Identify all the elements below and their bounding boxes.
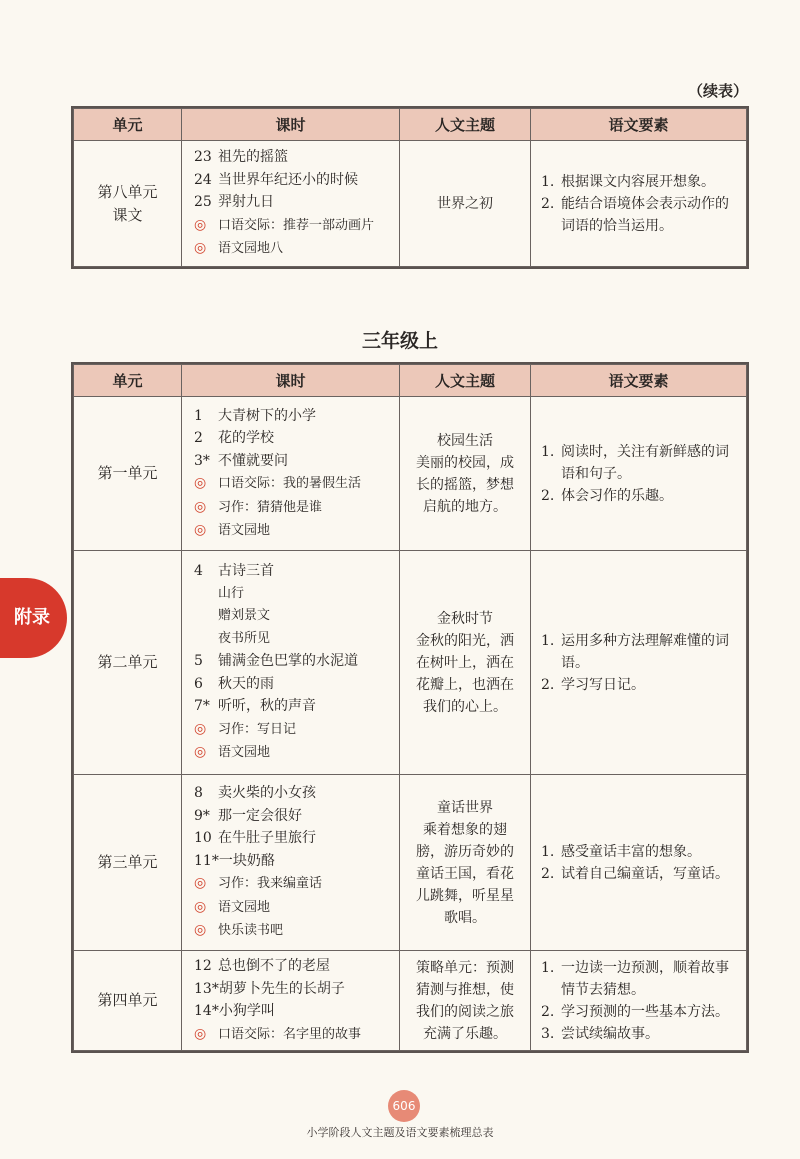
element-item: [541, 957, 736, 1001]
lessons-cell: [182, 141, 400, 267]
lesson-title: 秋天的雨: [218, 675, 274, 692]
element-text: 运用多种方法理解难懂的词语。: [561, 632, 729, 671]
lesson-item: [194, 896, 399, 920]
double-circle-icon: ◎: [194, 898, 207, 915]
lesson-item: [194, 741, 399, 765]
lesson-number: 9*: [194, 807, 210, 824]
elements-cell: [531, 141, 747, 267]
lesson-number: 25: [194, 194, 212, 211]
theme-cell: 金秋时节 金秋的阳光，洒在树叶上，洒在花瓣上，也洒在我们的心上。: [400, 551, 531, 775]
table-header-row: [74, 365, 747, 397]
lesson-item: [194, 427, 399, 450]
elements-cell: [531, 951, 747, 1051]
lesson-item: [194, 955, 399, 978]
element-number: 2.: [541, 676, 555, 693]
lesson-item: [194, 919, 399, 943]
lesson-item: [194, 214, 399, 238]
element-text: 感受童话丰富的想象。: [561, 843, 701, 860]
lesson-title: 口语交际：我的暑假生活: [218, 476, 362, 491]
double-circle-icon: ◎: [194, 240, 207, 257]
element-item: [541, 674, 736, 696]
element-text: 阅读时，关注有新鲜感的词语和句子。: [561, 443, 729, 482]
lesson-title: 不懂就要问: [218, 452, 288, 469]
header-theme: 人文主题: [400, 365, 531, 397]
double-circle-icon: ◎: [194, 498, 207, 515]
lesson-number: 2: [194, 430, 203, 446]
lesson-title: 口语交际：名字里的故事: [218, 1026, 362, 1042]
lesson-number: 11*: [194, 852, 219, 869]
lesson-title: 山行: [218, 585, 245, 601]
elements-list: [541, 441, 736, 507]
element-text: 尝试续编故事。: [561, 1025, 659, 1042]
lesson-number: 7*: [194, 698, 210, 715]
double-circle-icon: ◎: [194, 475, 207, 491]
lesson-title: 口语交际：推荐一部动画片: [218, 217, 375, 233]
element-text: 根据课文内容展开想象。: [561, 173, 715, 190]
element-item: [541, 171, 736, 193]
double-circle-icon: ◎: [194, 1025, 207, 1042]
theme-cell: 策略单元：预测 猜测与推想，使我们的阅读之旅充满了乐趣。: [400, 951, 531, 1051]
lesson-list: [182, 142, 399, 265]
element-text: 能结合语境体会表示动作的词语的恰当运用。: [561, 195, 729, 234]
lesson-title: 羿射九日: [218, 194, 274, 211]
lesson-number: 12: [194, 958, 212, 974]
lesson-title: 小狗学叫: [218, 1003, 275, 1019]
table-row: [74, 551, 747, 775]
lesson-title: 语文园地: [218, 899, 271, 915]
element-number: 2.: [541, 1003, 555, 1020]
header-theme: 人文主题: [400, 109, 531, 141]
table-row: [74, 951, 747, 1051]
header-unit: 单元: [74, 109, 182, 141]
lesson-title: 胡萝卜先生的长胡子: [218, 980, 345, 997]
lesson-item: [194, 628, 399, 651]
lesson-title: 祖先的摇篮: [218, 149, 288, 166]
lesson-list: [182, 951, 399, 1050]
lesson-list: [182, 556, 399, 769]
lesson-list: [182, 778, 399, 947]
lesson-title: 习作：写日记: [218, 721, 297, 737]
lesson-item: [194, 169, 399, 192]
theme-cell: 校园生活 美丽的校园，成长的摇篮，梦想启航的地方。: [400, 397, 531, 551]
table-row: [74, 141, 747, 267]
double-circle-icon: ◎: [194, 744, 207, 761]
lesson-item: [194, 519, 399, 543]
lesson-item: [194, 605, 399, 628]
lesson-item: [194, 978, 399, 1001]
lesson-title: 听听，秋的声音: [218, 698, 316, 715]
lesson-title: 花的学校: [218, 430, 274, 446]
curriculum-table-grade3-upper: [71, 362, 749, 1053]
elements-list: [541, 957, 736, 1045]
element-number: 2.: [541, 195, 555, 212]
lesson-title: 习作：我来编童话: [218, 876, 323, 892]
lesson-item: [194, 146, 399, 169]
lesson-number: 5: [194, 653, 203, 670]
lesson-item: [194, 405, 399, 428]
element-item: [541, 1001, 736, 1023]
lesson-title: 铺满金色巴掌的水泥道: [218, 653, 358, 670]
element-number: 1.: [541, 632, 555, 649]
lesson-title: 一块奶酪: [218, 852, 275, 869]
element-number: 2.: [541, 487, 555, 504]
lesson-title: 古诗三首: [218, 563, 274, 580]
lesson-title: 大青树下的小学: [218, 407, 316, 424]
unit-cell: 第一单元: [74, 397, 182, 551]
lesson-item: [194, 850, 399, 873]
unit-cell: 第四单元: [74, 951, 182, 1051]
lesson-item: [194, 1000, 399, 1023]
lesson-item: [194, 191, 399, 214]
element-number: 1.: [541, 843, 555, 860]
element-item: [541, 485, 736, 507]
unit-cell: 第八单元 课文: [74, 141, 182, 267]
lesson-title: 语文园地八: [218, 241, 284, 257]
table-row: [74, 397, 747, 551]
lesson-number: 14*: [194, 1003, 219, 1019]
page-number: 606: [388, 1090, 420, 1122]
lesson-title: 快乐读书吧: [218, 923, 284, 939]
lesson-item: [194, 496, 399, 520]
element-text: 一边读一边预测，顺着故事情节去猜想。: [561, 959, 729, 998]
lesson-title: 语文园地: [218, 745, 271, 761]
unit-cell: 第三单元: [74, 775, 182, 951]
lesson-number: 23: [194, 149, 212, 166]
curriculum-table-grade2: [71, 106, 749, 269]
lesson-number: 1: [194, 407, 203, 424]
lesson-title: 当世界年纪还小的时候: [218, 171, 358, 188]
lesson-item: [194, 718, 399, 742]
lesson-number: 10: [194, 830, 212, 847]
lesson-item: [194, 237, 399, 261]
element-text: 体会习作的乐趣。: [561, 487, 673, 504]
element-text: 试着自己编童话，写童话。: [561, 865, 729, 882]
theme-cell: 世界之初: [400, 141, 531, 267]
element-item: [541, 1023, 736, 1045]
header-lessons: 课时: [182, 365, 400, 397]
double-circle-icon: ◎: [194, 216, 207, 233]
lesson-item: [194, 583, 399, 606]
lesson-item: [194, 805, 399, 828]
appendix-side-tab: 附录: [0, 578, 67, 658]
lesson-item: [194, 872, 399, 896]
lesson-list: [182, 401, 399, 547]
double-circle-icon: ◎: [194, 922, 207, 939]
lesson-number: 6: [194, 675, 203, 692]
element-item: [541, 193, 736, 237]
element-number: 1.: [541, 173, 555, 190]
lessons-cell: [182, 775, 400, 951]
element-text: 学习预测的一些基本方法。: [561, 1003, 729, 1020]
elements-list: [541, 171, 736, 237]
elements-list: [541, 841, 736, 885]
lesson-item: [194, 673, 399, 696]
elements-list: [541, 630, 736, 696]
lesson-title: 在牛肚子里旅行: [218, 830, 316, 847]
section-title: 三年级上: [361, 330, 438, 352]
lesson-title: 赠刘景文: [218, 608, 271, 624]
lessons-cell: [182, 551, 400, 775]
double-circle-icon: ◎: [194, 522, 207, 538]
lesson-title: 卖火柴的小女孩: [218, 785, 316, 802]
elements-cell: [531, 775, 747, 951]
lesson-item: [194, 472, 399, 496]
lesson-item: [194, 827, 399, 850]
double-circle-icon: ◎: [194, 720, 207, 737]
element-number: 1.: [541, 443, 555, 460]
lesson-title: 总也倒不了的老屋: [218, 958, 330, 974]
element-item: [541, 441, 736, 485]
unit-cell: 第二单元: [74, 551, 182, 775]
lesson-item: [194, 450, 399, 473]
lesson-title: 语文园地: [218, 523, 271, 538]
lessons-cell: [182, 397, 400, 551]
element-number: 3.: [541, 1025, 555, 1042]
lesson-number: 8: [194, 785, 203, 802]
lesson-number: 3*: [194, 452, 210, 469]
page-footer: 小学阶段人文主题及语文要素梳理总表: [306, 1126, 494, 1139]
lessons-cell: [182, 951, 400, 1051]
header-unit: 单元: [74, 365, 182, 397]
table-row: [74, 775, 747, 951]
lesson-title: 夜书所见: [218, 630, 271, 646]
continued-label: （续表）: [687, 82, 748, 100]
lesson-title: 那一定会很好: [218, 807, 302, 824]
element-number: 2.: [541, 865, 555, 882]
elements-cell: [531, 397, 747, 551]
lesson-number: 13*: [194, 980, 219, 997]
lesson-item: [194, 650, 399, 673]
double-circle-icon: ◎: [194, 875, 207, 892]
lesson-number: 24: [194, 171, 212, 188]
lesson-item: [194, 695, 399, 718]
header-elements: 语文要素: [531, 365, 747, 397]
elements-cell: [531, 551, 747, 775]
element-item: [541, 630, 736, 674]
element-item: [541, 863, 736, 885]
lesson-item: [194, 560, 399, 583]
table-header-row: [74, 109, 747, 141]
lesson-title: 习作：猜猜他是谁: [218, 499, 323, 515]
header-elements: 语文要素: [531, 109, 747, 141]
element-number: 1.: [541, 959, 555, 976]
lesson-item: [194, 1023, 399, 1047]
header-lessons: 课时: [182, 109, 400, 141]
lesson-item: [194, 782, 399, 805]
element-text: 学习写日记。: [561, 676, 645, 693]
lesson-number: 4: [194, 563, 203, 580]
element-item: [541, 841, 736, 863]
theme-cell: 童话世界 乘着想象的翅膀，游历奇妙的童话王国，看花儿跳舞，听星星歌唱。: [400, 775, 531, 951]
